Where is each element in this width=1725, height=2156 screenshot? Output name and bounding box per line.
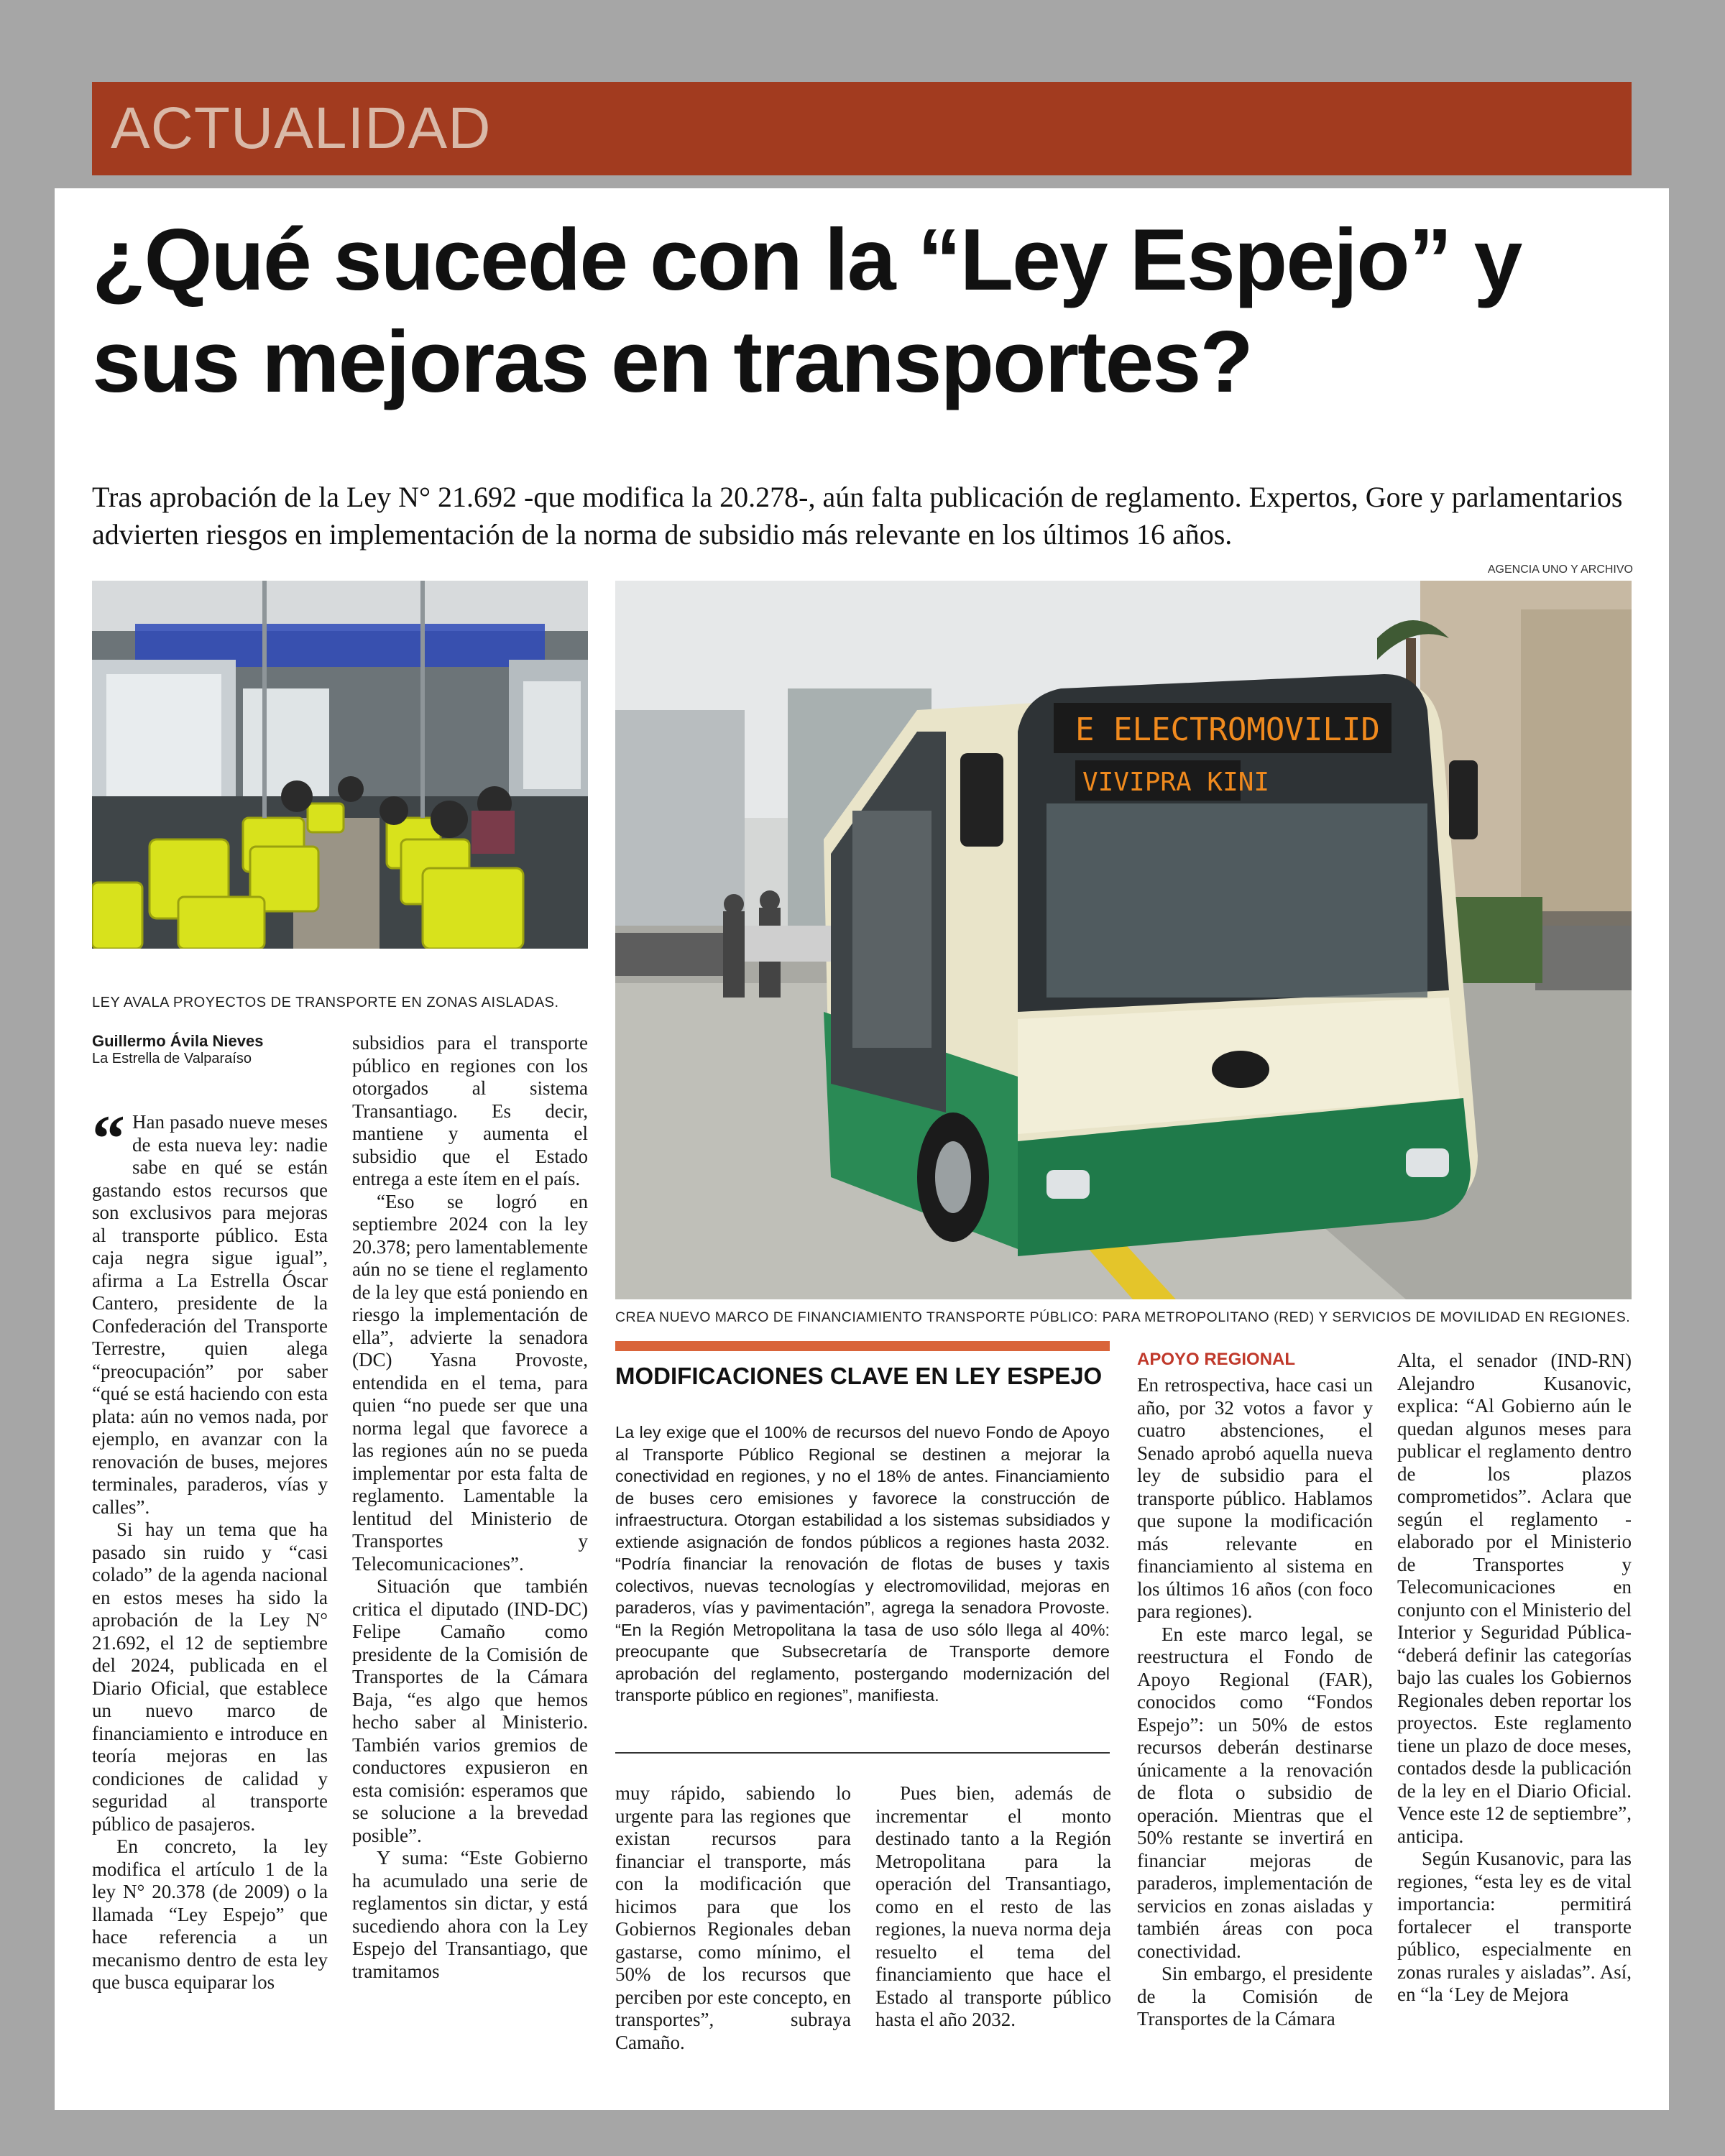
- article-column-4: [875, 1782, 1111, 2032]
- deck: Tras aprobación de la Ley N° 21.692 -que modifica la 20.278-, aún falta publicación de reglamento. Expertos, Gore y parlamentarios advierten riesgos en implementación de la norma de subsidio más relevante en los últimos 16 años.: [92, 481, 1623, 550]
- box-bottom-rule: [615, 1752, 1110, 1754]
- byline: [92, 1032, 263, 1067]
- headline: ¿Qué sucede con la “Ley Espejo” y sus mejoras en transportes?: [92, 211, 1522, 410]
- section-kicker: APOYO REGIONAL: [1137, 1350, 1296, 1369]
- paragraph: Y suma: “Este Gobierno ha acumulado una serie de reglamentos sin dictar, y está sucediendo ahora con la Ley Espejo del Transantiago, que tramitamos: [352, 1847, 588, 1982]
- paragraph: En retrospectiva, hace casi un año, por 32 votos a favor y cuatro abstenciones, el Senado aprobó aquella nueva ley de subsidio para el transporte público. Hablamos que supone la modificación más relevante en financiamiento al sistema en los últimos 16 años (con foco para regiones).: [1137, 1374, 1373, 1622]
- paragraph-text: Han pasado nueve meses de esta nueva ley: nadie sabe en qué se están gastando estos recursos que son exclusivos para mejoras al transporte público. Esta caja negra sigue igual”, afirma a La Estrella Óscar Cantero, presidente de la Confederación del Transporte Terrestre, quien alega “preocupación” por saber “qué se está haciendo con esta plata: aún no vemos nada, por ejemplo, en avanzar con la renovación de buses, mejores terminales, paraderos, vías y calles”.: [92, 1111, 328, 1518]
- paragraph: Según Kusanovic, para las regiones, “esta ley es de vital importancia: permitirá fortalecer el transporte público, especialmente en zonas rurales y aisladas”. Así, en “la ‘Ley de Mejora: [1397, 1848, 1632, 2005]
- section-bar: [92, 82, 1632, 175]
- box-accent-rule: [615, 1341, 1110, 1351]
- paragraph: En concreto, la ley modifica el artículo 1 de la ley N° 20.378 (de 2009) o la llamada “Ley Espejo” que hace referencia a un mecanismo dentro de esta ley que busca equiparar los: [92, 1835, 328, 1993]
- section-label: ACTUALIDAD: [111, 96, 492, 161]
- left-photo-caption: LEY AVALA PROYECTOS DE TRANSPORTE EN ZONAS AISLADAS.: [92, 995, 559, 1010]
- author-publication: La Estrella de Valparaíso: [92, 1051, 252, 1067]
- paragraph: Alta, el senador (IND-RN) Alejandro Kusanovic, explica: “Al Gobierno aún le quedan algunos meses para publicar el reglamento dentro de los plazos comprometidos”. Aclara que según el reglamento -elaborado por el Ministerio de Transportes y Telecomunicaciones en conjunto con el Ministerio del Interior y Seguridad Pública- “deberá definir las categorías bajo las cuales los Gobiernos Regionales deben reportar los proyectos. Este reglamento tiene un plazo de doce meses, contados desde la publicación de la ley en el Diario Oficial. Vence este 12 de septiembre”, anticipa.: [1397, 1350, 1632, 1847]
- paragraph: Si hay un tema que ha pasado sin ruido y “casi colado” de la agenda nacional en estos meses ha sido la aprobación de la Ley N° 21.692, el 12 de septiembre del 2024, publicada en el Diario Oficial, que establece un nuevo marco de financiamiento e introduce en teoría mejoras en las condiciones de calidad y seguridad al transporte público de pasajeros.: [92, 1519, 328, 1835]
- bus-destination-sign: E ELECTROMOVILID: [1075, 711, 1380, 748]
- article-column-6: [1397, 1350, 1632, 2007]
- main-photo-caption: CREA NUEVO MARCO DE FINANCIAMIENTO TRANSPORTE PÚBLICO: PARA METROPOLITANO (RED) Y SERVICIOS DE MOVILIDAD EN REGIONES.: [615, 1309, 1631, 1325]
- article-column-1: [92, 1102, 328, 1994]
- article-column-5: [1137, 1374, 1373, 2031]
- electric-bus-photo: [615, 581, 1632, 1299]
- paragraph: subsidios para el transporte público en regiones con los otorgados al sistema Transantiago. Es decir, mantiene y aumenta el subsidio que el Estado entrega a este ítem en el país.: [352, 1032, 588, 1189]
- article-column-3: [615, 1782, 851, 2054]
- paragraph: En este marco legal, se reestructura el Fondo de Apoyo Regional (FAR), conocidos como “Fondos Espejo”: un 50% de estos recursos deberán destinarse únicamente a la renovación de flota o subsidio de operación. Mientras que el 50% restante se invertirá en financiar mejoras de paraderos, implementación de servicios en zonas aisladas y también áreas con poca conectividad.: [1137, 1623, 1373, 1962]
- bus-interior-illustration: [92, 581, 588, 949]
- article-column-2: [352, 1032, 588, 1983]
- photo-credit: AGENCIA UNO Y ARCHIVO: [1487, 563, 1633, 576]
- box-title: MODIFICACIONES CLAVE EN LEY ESPEJO: [615, 1363, 1103, 1389]
- bus-interior-photo: [92, 581, 588, 949]
- electric-bus-illustration: [615, 581, 1632, 1299]
- author-name: Guillermo Ávila Nieves: [92, 1032, 264, 1050]
- box-text: La ley exige que el 100% de recursos del nuevo Fondo de Apoyo al Transporte Público Regional se destinen a mejorar la conectividad en regiones, y no el 18% de antes. Financiamiento de buses cero emisiones y favorece la construcción de infraestructura. Otorgan estabilidad a los sistemas subsidiados y extiende asignación de fondos públicos a regiones hasta 2032. “Podría financiar la renovación de flotas de buses y taxis colectivos, nuevas tecnologías y electromovilidad, mejoras en paraderos, vías y pavimentación”, agrega la senadora Provoste. “En la Región Metropolitana la tasa de uso sólo llega al 40%: preocupante que Subsecretaría de Transporte demore aprobación del reglamento, postergando modernización del transporte público en regiones”, manifiesta.: [615, 1423, 1110, 1705]
- paragraph: Situación que también critica el diputado (IND-DC) Felipe Camaño como presidente de la Comisión de Transportes de la Cámara Baja, “es algo que hemos hecho saber al Ministerio. También varios gremios de conductores expusieron en esta comisión: esperamos que se solucione a la brevedad posible”.: [352, 1575, 588, 1846]
- paragraph: [92, 1102, 328, 1519]
- paragraph: Sin embargo, el presidente de la Comisión de Transportes de la Cámara: [1137, 1963, 1373, 2030]
- paragraph: “Eso se logró en septiembre 2024 con la ley 20.378; pero lamentablemente aún no se tiene el reglamento de la ley que está poniendo en riesgo la implementación de ella”, advierte la senadora (DC) Yasna Provoste, entendida en el tema, para quien “no puede ser que una norma legal que favorece a las regiones aún no se pueda implementar por esta falta de reglamento. Lamentable la lentitud del Ministerio de Transportes y Telecomunicaciones”.: [352, 1190, 588, 1575]
- quote-mark: “: [92, 1102, 125, 1175]
- bus-route-sign: VIVIPRA KINI: [1082, 768, 1270, 797]
- paragraph: muy rápido, sabiendo lo urgente para las regiones que existan recursos para financiar el transporte, más con la modificación que hicimos para que los Gobiernos Regionales deban gastarse, como mínimo, el 50% de los recursos que perciben por este concepto, en transportes”, subraya Camaño.: [615, 1782, 851, 2053]
- paragraph: Pues bien, además de incrementar el monto destinado tanto a la Región Metropolitana para la operación del Transantiago, como en el resto de las regiones, la nueva norma deja resuelto el tema del financiamiento que hace el Estado al transporte público hasta el año 2032.: [875, 1782, 1111, 2030]
